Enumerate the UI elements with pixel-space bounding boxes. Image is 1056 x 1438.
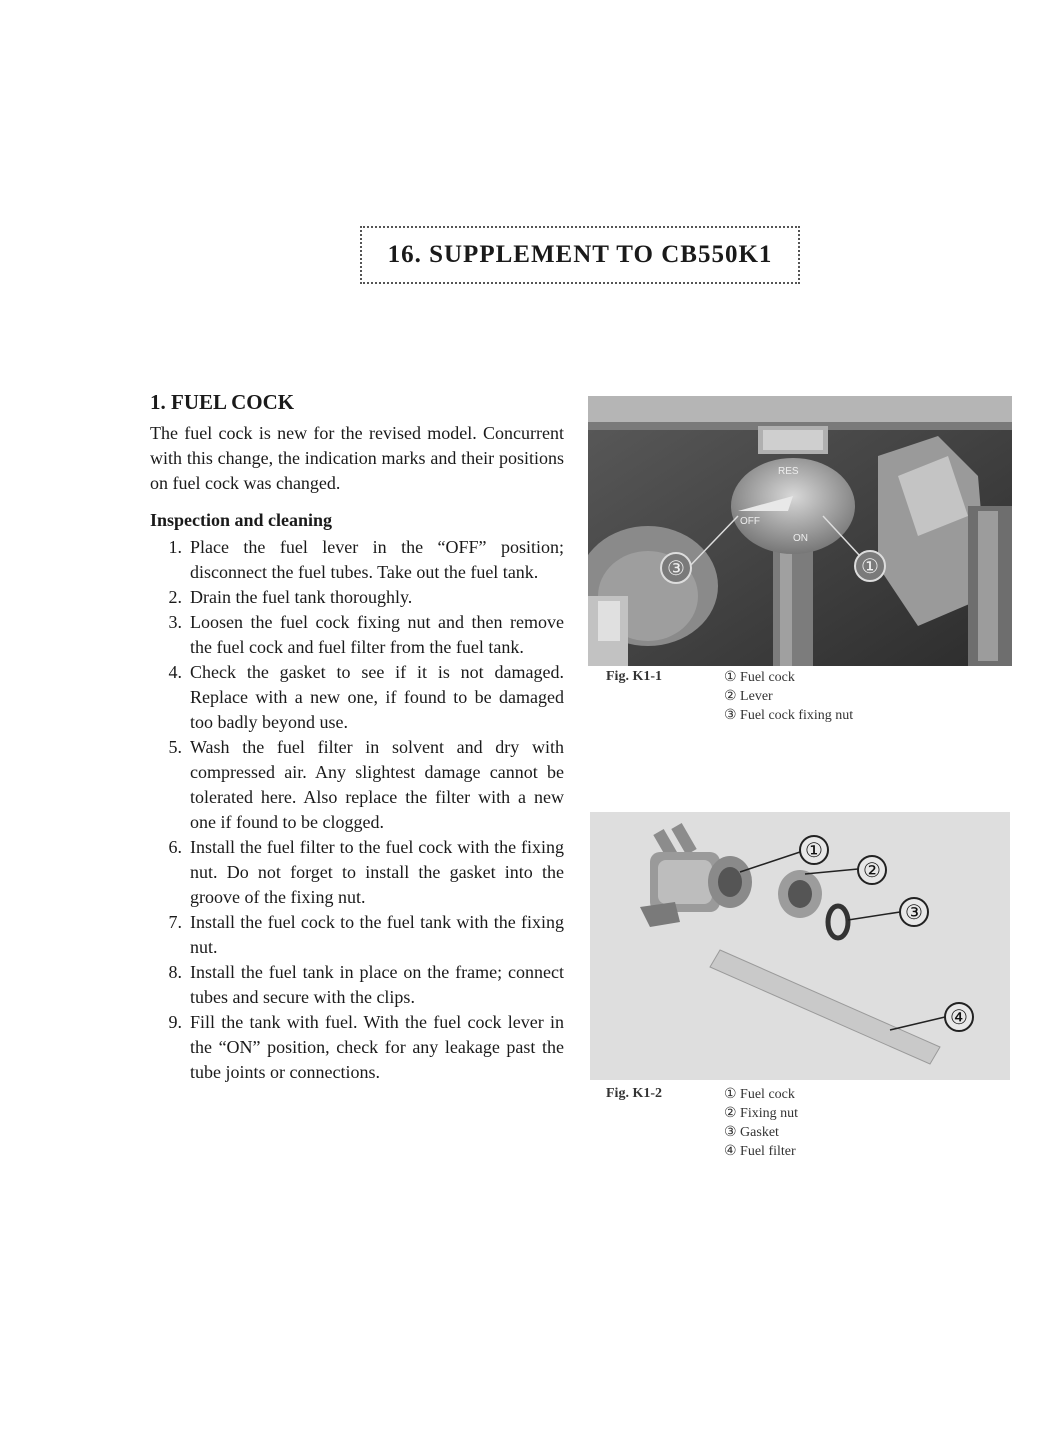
list-item bbox=[150, 660, 564, 735]
fuel-cock-parts-illustration bbox=[590, 812, 1010, 1080]
step-number: 6. bbox=[168, 837, 182, 857]
legend-item: ② Fixing nut bbox=[724, 1106, 799, 1121]
on-mark: ON bbox=[793, 533, 808, 544]
callout-3: ③ bbox=[667, 556, 685, 580]
step-number: 9. bbox=[168, 1012, 182, 1032]
list-item bbox=[150, 1010, 564, 1085]
step-text: Check the gasket to see if it is not damaged. Replace with a new one, if found to be damaged too badly beyond use. bbox=[190, 662, 564, 732]
legend-item: ① Fuel cock bbox=[724, 670, 795, 685]
fig-k1-2-caption bbox=[606, 1086, 926, 1166]
step-number: 4. bbox=[168, 662, 182, 682]
list-item bbox=[150, 535, 564, 585]
step-number: 7. bbox=[168, 912, 182, 932]
step-text: Wash the fuel filter in solvent and dry with compressed air. Any slightest damage cannot be tolerated here. Also replace the filter with a new one if found to be clogged. bbox=[190, 737, 564, 832]
chapter-title-box bbox=[360, 226, 800, 284]
list-item bbox=[150, 910, 564, 960]
step-number: 5. bbox=[168, 737, 182, 757]
chapter-title: 16. SUPPLEMENT TO CB550K1 bbox=[387, 241, 773, 268]
step-text: Drain the fuel tank thoroughly. bbox=[190, 587, 413, 607]
legend-item: ③ Fuel cock fixing nut bbox=[724, 708, 854, 723]
callout-3: ③ bbox=[905, 900, 923, 924]
callout-4: ④ bbox=[950, 1005, 968, 1029]
step-text: Install the fuel cock to the fuel tank with the fixing nut. bbox=[190, 912, 564, 957]
step-text: Install the fuel tank in place on the frame; connect tubes and secure with the clips. bbox=[190, 962, 564, 1007]
legend-item: ① Fuel cock bbox=[724, 1087, 795, 1102]
steps-list bbox=[150, 535, 564, 1085]
step-number: 1. bbox=[168, 537, 182, 557]
step-text: Fill the tank with fuel. With the fuel cock lever in the “ON” position, check for any leakage past the tube joints or connections. bbox=[190, 1012, 564, 1082]
fig-k1-2-legend bbox=[724, 1086, 924, 1162]
step-number: 2. bbox=[168, 587, 182, 607]
legend-item: ③ Gasket bbox=[724, 1125, 779, 1140]
legend-item: ② Lever bbox=[724, 689, 773, 704]
fig-k1-2-photo bbox=[590, 812, 1010, 1080]
step-text: Loosen the fuel cock fixing nut and then remove the fuel cock and fuel filter from the fuel tank. bbox=[190, 612, 564, 657]
fig-k1-1-caption bbox=[606, 669, 926, 729]
intro-paragraph: The fuel cock is new for the revised model. Concurrent with this change, the indication marks and their positions on fuel cock was changed. bbox=[150, 423, 564, 493]
list-item bbox=[150, 735, 564, 835]
fuel-cock-installed-illustration bbox=[588, 396, 1012, 666]
list-item bbox=[150, 960, 564, 1010]
sub-heading: Inspection and cleaning bbox=[150, 510, 333, 530]
list-item bbox=[150, 610, 564, 660]
list-item bbox=[150, 835, 564, 910]
step-number: 8. bbox=[168, 962, 182, 982]
callout-1: ① bbox=[861, 554, 879, 578]
fig-k1-1-label: Fig. K1-1 bbox=[606, 669, 662, 684]
callout-1: ① bbox=[805, 838, 823, 862]
res-mark: RES bbox=[778, 466, 799, 477]
step-number: 3. bbox=[168, 612, 182, 632]
step-text: Install the fuel filter to the fuel cock with the fixing nut. Do not forget to install the gasket into the groove of the fixing nut. bbox=[190, 837, 564, 907]
fig-k1-1-photo bbox=[588, 396, 1012, 666]
fig-k1-2-label: Fig. K1-2 bbox=[606, 1086, 662, 1101]
section-heading: 1. FUEL COCK bbox=[150, 390, 295, 414]
main-text-column bbox=[150, 390, 564, 1085]
callout-2: ② bbox=[863, 858, 881, 882]
step-text: Place the fuel lever in the “OFF” position; disconnect the fuel tubes. Take out the fuel tank. bbox=[190, 537, 564, 582]
legend-item: ④ Fuel filter bbox=[724, 1144, 796, 1159]
fig-k1-1-legend bbox=[724, 669, 924, 726]
list-item bbox=[150, 585, 564, 610]
off-mark: OFF bbox=[740, 516, 760, 527]
